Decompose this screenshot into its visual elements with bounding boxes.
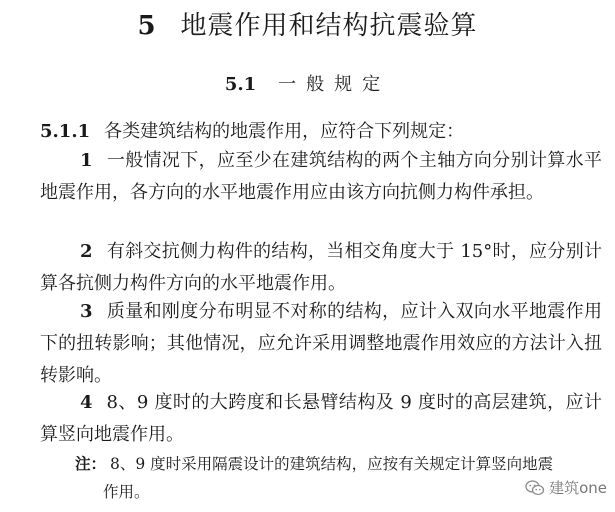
note-label: 注： (75, 454, 107, 473)
chapter-heading (0, 8, 615, 44)
item-text: 有斜交抗侧力构件的结构，当相交角度大于 15°时，应分别计算各抗侧力构件方向的水平地震作用。 (40, 241, 602, 294)
watermark-text: 建筑one (549, 479, 607, 497)
item-number: 2 (80, 241, 93, 262)
list-item (40, 387, 602, 451)
item-text: 8、9 度时的大跨度和长悬臂结构及 9 度时的高层建筑，应计算竖向地震作用。 (40, 392, 602, 445)
clause-text: 各类建筑结构的地震作用，应符合下列规定： (104, 121, 465, 142)
note-text-2: 作用。 (103, 483, 150, 501)
note-line-1 (75, 450, 603, 478)
clause-number: 5.1.1 (40, 121, 91, 142)
watermark (525, 477, 607, 498)
item-number: 3 (80, 301, 93, 322)
list-item (40, 145, 602, 209)
list-item (40, 236, 602, 300)
clause-5-1-1 (40, 118, 464, 146)
item-number: 4 (80, 392, 93, 413)
note-text-1: 8、9 度时采用隔震设计的建筑结构，应按有关规定计算竖向地震 (110, 455, 554, 473)
note (75, 450, 603, 506)
section-title: 一般规定 (278, 74, 391, 95)
section-heading (0, 72, 615, 98)
wechat-icon (525, 480, 545, 496)
item-number: 1 (80, 150, 93, 171)
item-text: 一般情况下，应至少在建筑结构的两个主轴方向分别计算水平地震作用，各方向的水平地震作用应由该方向抗侧力构件承担。 (40, 150, 602, 203)
section-number: 5.1 (224, 74, 257, 95)
item-text: 质量和刚度分布明显不对称的结构，应计入双向水平地震作用下的扭转影响；其他情况，应允许采用调整地震作用效应的方法计入扭转影响。 (40, 301, 602, 386)
chapter-title: 地震作用和结构抗震验算 (180, 11, 478, 41)
list-item (40, 296, 602, 392)
chapter-number: 5 (137, 11, 157, 41)
